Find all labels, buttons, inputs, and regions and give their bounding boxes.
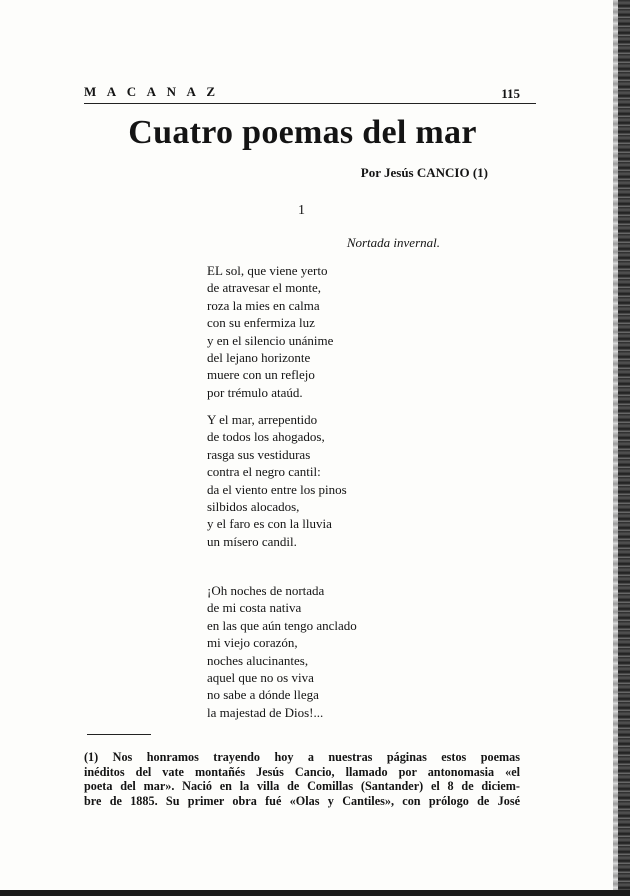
author-byline: Por Jesús CANCIO (1) (360, 165, 488, 180)
poem-line: de mi costa nativa (207, 600, 302, 616)
page-number: 115 (501, 86, 520, 101)
poem-line: del lejano horizonte (207, 349, 311, 365)
scan-bottom-edge (0, 890, 630, 896)
footnote-line: poeta del mar». Nació en la villa de Comillas (Santander) el 8 de diciem- (84, 779, 520, 794)
poem-line: no sabe a dónde llega (207, 687, 319, 703)
poem-line: en las que aún tengo anclado (207, 617, 357, 633)
footnote-line: inéditos del vate montañés Jesús Cancio, llamado por antonomasia «el (84, 764, 520, 779)
poem-line: y en el silencio unánime (207, 332, 334, 348)
poem-line: da el viento entre los pinos (207, 481, 347, 497)
running-head (84, 84, 520, 104)
poem-line: contra el negro cantil: (207, 464, 321, 480)
poem-line: de todos los ahogados, (207, 429, 325, 445)
poem-line: rasga sus vestiduras (207, 446, 311, 462)
poem-line: ¡Oh noches de nortada (207, 583, 325, 598)
poem-epigraph: Nortada invernal. (346, 235, 440, 250)
poem-section-number: 1 (298, 203, 305, 218)
poem-line: y el faro es con la lluvia (207, 516, 332, 532)
article-title: Cuatro poemas del mar (128, 114, 477, 151)
book-spine-edge (618, 0, 630, 896)
footnote (84, 750, 520, 808)
poem-line: silbidos alocados, (207, 498, 300, 514)
poem-line: EL sol, que viene yerto (207, 263, 328, 278)
journal-name: M A C A N A Z (84, 84, 220, 99)
stanza (207, 411, 347, 550)
poem-line: con su enfermiza luz (207, 315, 315, 331)
header-rule (84, 103, 536, 104)
poem-line: la majestad de Dios!... (207, 704, 324, 720)
stanza (207, 582, 357, 721)
poem-line: por trémulo ataúd. (207, 384, 303, 400)
stanza (207, 262, 333, 401)
poem-line: mi viejo corazón, (207, 635, 298, 651)
footnote-line: (1) Nos honramos trayendo hoy a nuestras páginas estos poemas (84, 750, 520, 764)
poem-line: de atravesar el monte, (207, 280, 322, 296)
footnote-rule (87, 734, 151, 735)
poem-line: muere con un reflejo (207, 367, 315, 383)
poem-line: un mísero candil. (207, 533, 297, 549)
footnote-line: bre de 1885. Su primer obra fué «Olas y Cantiles», con prólogo de José (84, 793, 520, 808)
poem-line: aquel que no os viva (207, 669, 314, 685)
poem-line: noches alucinantes, (207, 652, 309, 668)
poem-line: roza la mies en calma (207, 297, 320, 313)
poem-line: Y el mar, arrepentido (207, 412, 318, 427)
